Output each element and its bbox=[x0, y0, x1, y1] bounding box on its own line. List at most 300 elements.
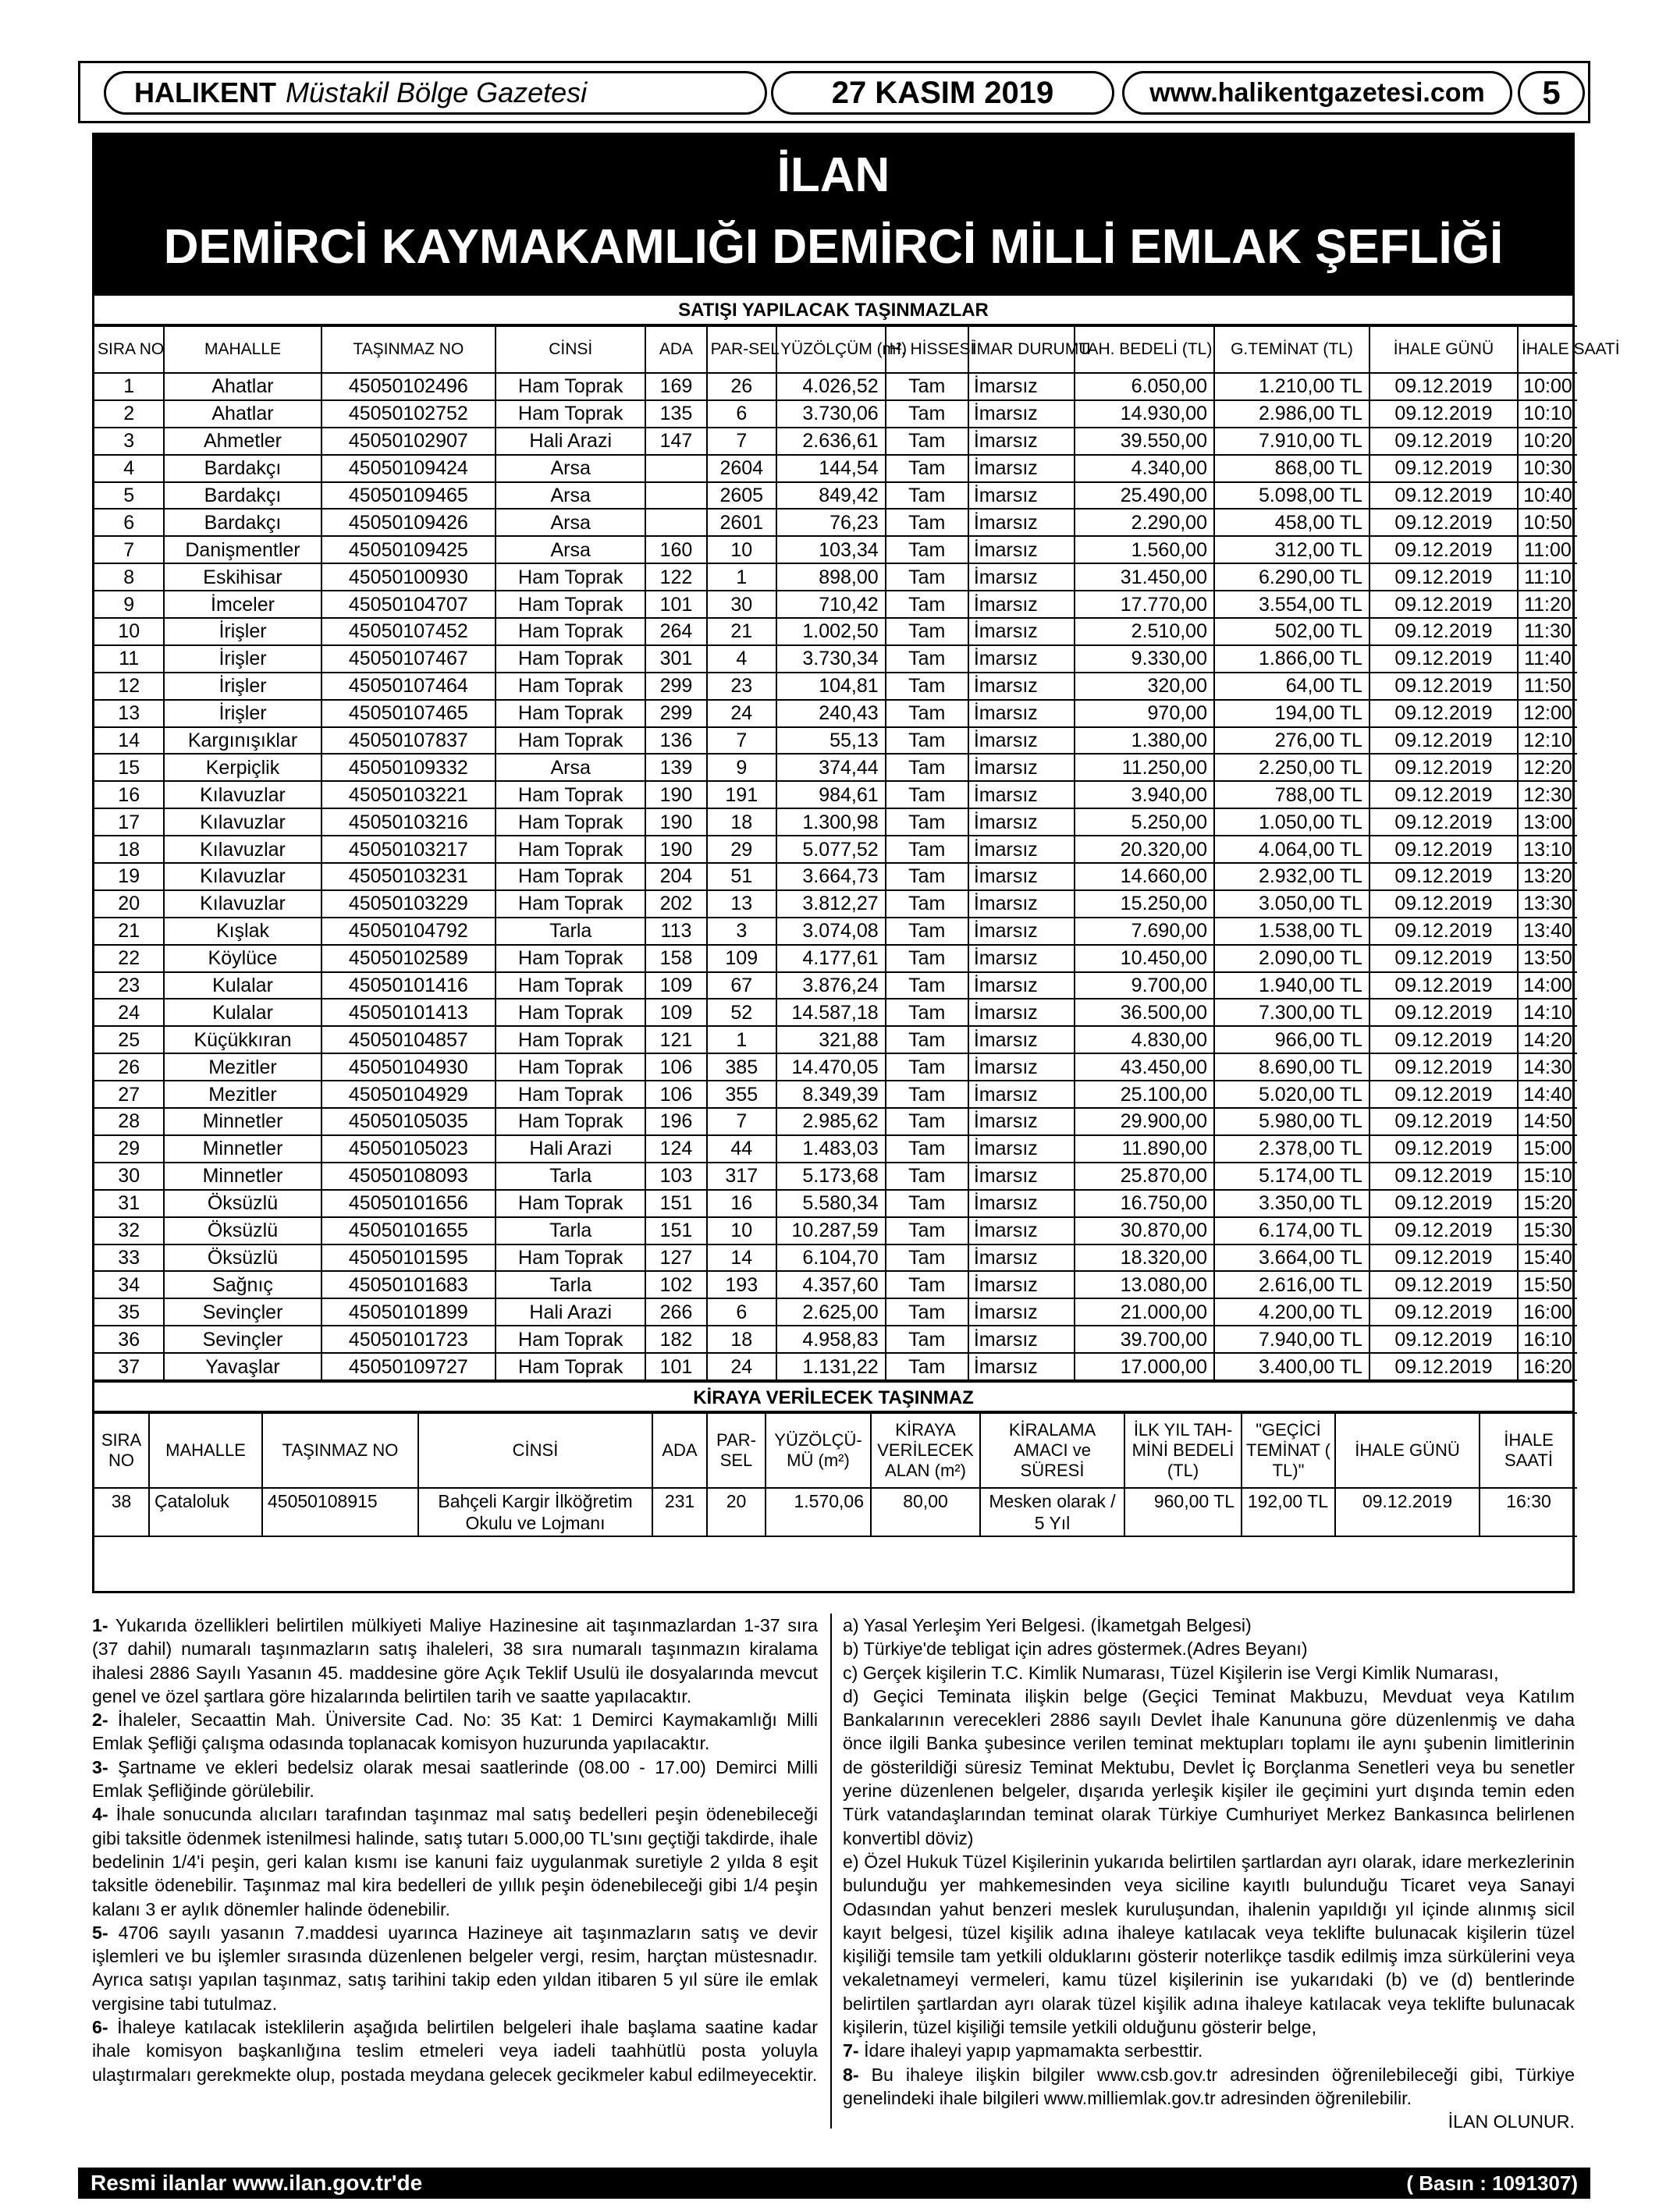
table-cell: İmarsız bbox=[968, 1053, 1075, 1081]
term-paragraph bbox=[843, 1685, 1575, 1850]
table-cell: 12:30 bbox=[1518, 781, 1577, 808]
table-row bbox=[94, 1135, 1577, 1163]
table-cell: 14.587,18 bbox=[776, 999, 886, 1026]
table-cell: 09.12.2019 bbox=[1369, 563, 1518, 591]
table-cell: İrişler bbox=[164, 673, 321, 700]
table-cell: 192,00 TL bbox=[1242, 1488, 1335, 1536]
table-cell: 45050109332 bbox=[321, 754, 496, 781]
term-paragraph bbox=[92, 1921, 818, 2015]
table-cell: 30 bbox=[94, 1163, 164, 1190]
table-cell: 09.12.2019 bbox=[1369, 863, 1518, 890]
table-cell: 3.812,27 bbox=[776, 890, 886, 918]
table-cell: 109 bbox=[645, 972, 706, 999]
table-cell: 45050109426 bbox=[321, 509, 496, 536]
table-cell: 13 bbox=[94, 700, 164, 727]
term-paragraph bbox=[92, 1614, 818, 1708]
table-cell: 8.349,39 bbox=[776, 1081, 886, 1108]
table-row bbox=[94, 1081, 1577, 1108]
table-cell: 5.098,00 TL bbox=[1214, 482, 1369, 510]
table-cell: 458,00 TL bbox=[1214, 509, 1369, 536]
table-cell: 45050103221 bbox=[321, 781, 496, 808]
table-cell: Arsa bbox=[496, 455, 645, 482]
table-cell: 20.320,00 bbox=[1075, 836, 1214, 863]
announcement-title-bar bbox=[94, 135, 1572, 296]
table-row bbox=[94, 673, 1577, 700]
table-cell: 385 bbox=[707, 1053, 776, 1081]
table-cell: 29.900,00 bbox=[1075, 1108, 1214, 1135]
table-cell bbox=[645, 482, 706, 510]
table-cell: 33 bbox=[94, 1244, 164, 1272]
table-cell: 26 bbox=[707, 373, 776, 400]
table-cell: 09.12.2019 bbox=[1369, 1190, 1518, 1217]
table-cell: 7 bbox=[707, 727, 776, 754]
table-cell: İmarsız bbox=[968, 781, 1075, 808]
table-cell: 502,00 TL bbox=[1214, 618, 1369, 645]
table-cell: 1.131,22 bbox=[776, 1353, 886, 1380]
table-cell: 3.940,00 bbox=[1075, 781, 1214, 808]
table-cell: Sevinçler bbox=[164, 1326, 321, 1353]
sale-table bbox=[94, 325, 1620, 1381]
table-cell: 1.210,00 TL bbox=[1214, 373, 1369, 400]
table-cell: 104,81 bbox=[776, 673, 886, 700]
footer-official-ads: Resmi ilanlar www.ilan.gov.tr'de bbox=[91, 2171, 423, 2195]
table-cell: 76,23 bbox=[776, 509, 886, 536]
table-cell: İmarsız bbox=[968, 563, 1075, 591]
table-cell: 10 bbox=[94, 618, 164, 645]
table-cell: Arsa bbox=[496, 509, 645, 536]
term-text: Şartname ve ekleri bedelsiz olarak mesai saatlerinde (08.00 - 17.00) Demirci Milli Emlak Şefliğinde görülebilir. bbox=[92, 1756, 818, 1802]
table-cell: 4.340,00 bbox=[1075, 455, 1214, 482]
table-cell: 231 bbox=[652, 1488, 707, 1536]
table-cell: İmarsız bbox=[968, 482, 1075, 510]
table-cell: Kılavuzlar bbox=[164, 808, 321, 836]
table-cell: 34 bbox=[94, 1271, 164, 1298]
table-cell: 45050109424 bbox=[321, 455, 496, 482]
table-cell: Tam bbox=[886, 618, 968, 645]
table-cell: 2.616,00 TL bbox=[1214, 1271, 1369, 1298]
table-cell: 11:00 bbox=[1518, 536, 1577, 563]
table-cell: 136 bbox=[645, 727, 706, 754]
table-cell: İmarsız bbox=[968, 536, 1075, 563]
table-cell: 3.730,06 bbox=[776, 400, 886, 428]
table-cell: Tam bbox=[886, 563, 968, 591]
table-cell: 2605 bbox=[707, 482, 776, 510]
table-cell: 113 bbox=[645, 918, 706, 945]
table-cell: 45050108093 bbox=[321, 1163, 496, 1190]
table-cell: Tam bbox=[886, 1026, 968, 1053]
page-number: 5 bbox=[1518, 71, 1585, 115]
table-cell: 11.250,00 bbox=[1075, 754, 1214, 781]
table-cell: 45050107452 bbox=[321, 618, 496, 645]
table-cell: 64,00 TL bbox=[1214, 673, 1369, 700]
table-cell: 299 bbox=[645, 673, 706, 700]
table-cell: 7 bbox=[94, 536, 164, 563]
table-row bbox=[94, 645, 1577, 673]
table-cell: 193 bbox=[707, 1271, 776, 1298]
table-cell: Tam bbox=[886, 591, 968, 618]
table-cell: İmarsız bbox=[968, 373, 1075, 400]
rent-column-header: MAHALLE bbox=[149, 1413, 262, 1488]
table-cell: İmarsız bbox=[968, 700, 1075, 727]
table-cell: 09.12.2019 bbox=[1369, 673, 1518, 700]
table-cell: 191 bbox=[707, 781, 776, 808]
table-cell: 5.173,68 bbox=[776, 1163, 886, 1190]
table-cell: 10:10 bbox=[1518, 400, 1577, 428]
rent-table-header bbox=[94, 1413, 1577, 1488]
rent-column-header: SIRA NO bbox=[94, 1413, 149, 1488]
table-cell: 6 bbox=[707, 1298, 776, 1326]
table-cell: 25 bbox=[94, 1026, 164, 1053]
table-cell: 45050105035 bbox=[321, 1108, 496, 1135]
term-paragraph bbox=[843, 1850, 1575, 2039]
table-row bbox=[94, 918, 1577, 945]
table-cell: 39.550,00 bbox=[1075, 428, 1214, 455]
table-cell: 3.050,00 TL bbox=[1214, 890, 1369, 918]
table-cell: Kılavuzlar bbox=[164, 836, 321, 863]
table-cell: 09.12.2019 bbox=[1369, 618, 1518, 645]
term-text: İhale sonucunda alıcıları tarafından taşınmaz mal satış bedelleri peşin ödenebileceği gibi taksitle ödenmek istenilmesi halinde, satış tutarı 5.000,00 TL'sını geçtiği takdirde, ihale bedelinin 1/4'i peşin, geri kalan kısmı ise kanuni faiz uygulanmak suretiyle 2 yılda 8 eşit taksitle ödenebilir. Taşınmaz mal kira bedelleri de yıllık peşin ödenebileceği gibi 1/4 peşin kalanı 3 er aylık dönemler halinde ödenebilir. bbox=[92, 1804, 819, 1919]
table-cell: 3.730,34 bbox=[776, 645, 886, 673]
table-cell: 139 bbox=[645, 754, 706, 781]
table-cell: 4 bbox=[707, 645, 776, 673]
table-cell: Tam bbox=[886, 400, 968, 428]
table-row bbox=[94, 509, 1577, 536]
table-cell: 147 bbox=[645, 428, 706, 455]
table-cell: Ham Toprak bbox=[496, 999, 645, 1026]
table-cell: 29 bbox=[94, 1135, 164, 1163]
table-cell: 1.002,50 bbox=[776, 618, 886, 645]
table-cell: 15.250,00 bbox=[1075, 890, 1214, 918]
table-cell: İmarsız bbox=[968, 754, 1075, 781]
table-cell: 1 bbox=[707, 1026, 776, 1053]
table-cell: 1.940,00 TL bbox=[1214, 972, 1369, 999]
term-paragraph bbox=[92, 1756, 818, 1803]
table-cell: 984,61 bbox=[776, 781, 886, 808]
table-cell: Ham Toprak bbox=[496, 618, 645, 645]
table-cell: İmarsız bbox=[968, 1135, 1075, 1163]
table-cell: 25.870,00 bbox=[1075, 1163, 1214, 1190]
table-cell: 3 bbox=[707, 918, 776, 945]
term-paragraph bbox=[843, 2039, 1575, 2062]
table-cell: 09.12.2019 bbox=[1369, 1053, 1518, 1081]
table-cell: Kılavuzlar bbox=[164, 781, 321, 808]
table-cell: 09.12.2019 bbox=[1369, 591, 1518, 618]
table-cell: 13:30 bbox=[1518, 890, 1577, 918]
table-cell: İmarsız bbox=[968, 400, 1075, 428]
table-cell: İmarsız bbox=[968, 1298, 1075, 1326]
sale-table-header bbox=[94, 326, 1577, 373]
table-cell: 103 bbox=[645, 1163, 706, 1190]
table-cell: 3.554,00 TL bbox=[1214, 591, 1369, 618]
table-cell: Kışlak bbox=[164, 918, 321, 945]
table-cell: 45050103217 bbox=[321, 836, 496, 863]
table-row bbox=[94, 1353, 1577, 1380]
table-cell: Tam bbox=[886, 509, 968, 536]
table-cell: Tam bbox=[886, 673, 968, 700]
table-cell: 21 bbox=[94, 918, 164, 945]
table-cell: 09.12.2019 bbox=[1369, 509, 1518, 536]
table-cell: 6.104,70 bbox=[776, 1244, 886, 1272]
table-cell: 09.12.2019 bbox=[1369, 400, 1518, 428]
table-cell: 276,00 TL bbox=[1214, 727, 1369, 754]
table-cell: 30 bbox=[707, 591, 776, 618]
table-cell: 2.090,00 TL bbox=[1214, 945, 1369, 972]
sale-column-header: TAH. BEDELİ (TL) bbox=[1075, 326, 1214, 373]
table-cell: 158 bbox=[645, 945, 706, 972]
table-cell: 44 bbox=[707, 1135, 776, 1163]
table-cell: 09.12.2019 bbox=[1369, 890, 1518, 918]
term-text: Bu ihaleye ilişkin bilgiler www.csb.gov.tr adresinden öğrenilebileceği gibi, Türkiye genelindeki ihale bilgileri www.milliemlak.gov.tr adresinden öğrenilebilir. bbox=[843, 2064, 1575, 2108]
table-cell: 45050101595 bbox=[321, 1244, 496, 1272]
table-cell: 109 bbox=[645, 999, 706, 1026]
table-cell: 30.870,00 bbox=[1075, 1217, 1214, 1244]
table-cell: 16 bbox=[707, 1190, 776, 1217]
table-cell: 13:20 bbox=[1518, 863, 1577, 890]
rent-column-header: KİRAYA VERİLECEK ALAN (m²) bbox=[871, 1413, 980, 1488]
table-cell: Ham Toprak bbox=[496, 400, 645, 428]
table-cell: 4.958,83 bbox=[776, 1326, 886, 1353]
table-cell: 24 bbox=[94, 999, 164, 1026]
table-cell: İmarsız bbox=[968, 945, 1075, 972]
term-text: d) Geçici Teminata ilişkin belge (Geçici Teminat Makbuzu, Mevduat veya Katılım Bankalarının verecekleri 2886 sayılı Devlet İhale Kanununa göre düzenlenmiş ve daha önce ilgili Banka şubesince verilen teminat mektupları toplamı ile aynı şubenin limitlerinin de gösterildiği süresiz Teminat Mektubu, Devlet İç Borçlanma Senetleri veya bu senetler yerine düzenlenen belgeler, dışarıda yerleşik kişiler ile geçimini yurt dışında temin eden Türk vatandaşlarından teminat olarak Türkiye Cumhuriyet Merkez Bankasınca belirlenen konvertibl döviz) bbox=[843, 1685, 1575, 1848]
rent-table bbox=[94, 1412, 1577, 1537]
table-cell: 5.077,52 bbox=[776, 836, 886, 863]
table-cell: 103,34 bbox=[776, 536, 886, 563]
table-cell: 17.000,00 bbox=[1075, 1353, 1214, 1380]
table-cell: 135 bbox=[645, 400, 706, 428]
terms-section bbox=[92, 1614, 1575, 2138]
table-cell: 45050103229 bbox=[321, 890, 496, 918]
table-cell: 1.380,00 bbox=[1075, 727, 1214, 754]
table-cell: 321,88 bbox=[776, 1026, 886, 1053]
sale-table-body bbox=[94, 373, 1577, 1380]
table-cell: 109 bbox=[707, 945, 776, 972]
table-cell: 27 bbox=[94, 1081, 164, 1108]
table-cell: Tarla bbox=[496, 1163, 645, 1190]
announcement-title: İLAN bbox=[776, 148, 890, 202]
paper-subtitle: Müstakil Bölge Gazetesi bbox=[286, 76, 588, 108]
table-cell: İmarsız bbox=[968, 890, 1075, 918]
term-paragraph bbox=[92, 1708, 818, 1756]
table-cell: 5.020,00 TL bbox=[1214, 1081, 1369, 1108]
table-cell: İmarsız bbox=[968, 1353, 1075, 1380]
table-cell: 45050101656 bbox=[321, 1190, 496, 1217]
table-cell: 204 bbox=[645, 863, 706, 890]
table-cell: 4.026,52 bbox=[776, 373, 886, 400]
table-cell: Minnetler bbox=[164, 1108, 321, 1135]
table-cell: 2.932,00 TL bbox=[1214, 863, 1369, 890]
table-cell: 09.12.2019 bbox=[1335, 1488, 1480, 1536]
table-cell: Tam bbox=[886, 455, 968, 482]
table-cell: Hali Arazi bbox=[496, 1135, 645, 1163]
table-cell: Minnetler bbox=[164, 1135, 321, 1163]
table-cell: 14:40 bbox=[1518, 1081, 1577, 1108]
table-cell: 45050104792 bbox=[321, 918, 496, 945]
sale-column-header: G.TEMİNAT (TL) bbox=[1214, 326, 1369, 373]
table-cell: 24 bbox=[707, 1353, 776, 1380]
table-cell: 160 bbox=[645, 536, 706, 563]
table-cell: 45050102496 bbox=[321, 373, 496, 400]
table-cell: 7.940,00 TL bbox=[1214, 1326, 1369, 1353]
table-cell: 2.986,00 TL bbox=[1214, 400, 1369, 428]
table-cell: İmarsız bbox=[968, 645, 1075, 673]
table-cell: 80,00 bbox=[871, 1488, 980, 1536]
table-cell: 4.177,61 bbox=[776, 945, 886, 972]
table-row bbox=[94, 700, 1577, 727]
term-paragraph bbox=[843, 1614, 1575, 1637]
table-cell: İmarsız bbox=[968, 999, 1075, 1026]
table-cell: 2.636,61 bbox=[776, 428, 886, 455]
table-cell: Ham Toprak bbox=[496, 1026, 645, 1053]
table-cell: 45050103216 bbox=[321, 808, 496, 836]
table-cell: 45050103231 bbox=[321, 863, 496, 890]
table-cell: 374,44 bbox=[776, 754, 886, 781]
table-cell: 7.690,00 bbox=[1075, 918, 1214, 945]
table-cell: 3.350,00 TL bbox=[1214, 1190, 1369, 1217]
table-cell: 10 bbox=[707, 536, 776, 563]
table-cell: 3.074,08 bbox=[776, 918, 886, 945]
table-cell: 14:20 bbox=[1518, 1026, 1577, 1053]
table-row bbox=[94, 999, 1577, 1026]
table-cell: İmarsız bbox=[968, 918, 1075, 945]
table-cell: Tam bbox=[886, 1163, 968, 1190]
table-cell: 09.12.2019 bbox=[1369, 1163, 1518, 1190]
table-cell: 52 bbox=[707, 999, 776, 1026]
term-number: 3- bbox=[92, 1756, 108, 1777]
table-cell: 36 bbox=[94, 1326, 164, 1353]
rent-column-header: TAŞINMAZ NO bbox=[262, 1413, 418, 1488]
table-cell: 4.064,00 TL bbox=[1214, 836, 1369, 863]
table-cell: 09.12.2019 bbox=[1369, 1217, 1518, 1244]
table-cell: İmarsız bbox=[968, 836, 1075, 863]
table-cell: 16:30 bbox=[1480, 1488, 1577, 1536]
table-cell: 5.174,00 TL bbox=[1214, 1163, 1369, 1190]
table-cell: Kulalar bbox=[164, 999, 321, 1026]
table-cell: 898,00 bbox=[776, 563, 886, 591]
table-cell: 190 bbox=[645, 781, 706, 808]
table-row bbox=[94, 1271, 1577, 1298]
table-cell: 31.450,00 bbox=[1075, 563, 1214, 591]
table-row bbox=[94, 1244, 1577, 1272]
table-cell: Tarla bbox=[496, 918, 645, 945]
table-cell: 35 bbox=[94, 1298, 164, 1326]
table-row bbox=[94, 1026, 1577, 1053]
table-cell: 16.750,00 bbox=[1075, 1190, 1214, 1217]
term-number: 7- bbox=[843, 2040, 859, 2061]
table-cell: 106 bbox=[645, 1053, 706, 1081]
table-cell: Bahçeli Kargir İlköğretim Okulu ve Lojmanı bbox=[418, 1488, 652, 1536]
table-cell: 20 bbox=[707, 1488, 766, 1536]
table-cell: 194,00 TL bbox=[1214, 700, 1369, 727]
table-cell: 15:00 bbox=[1518, 1135, 1577, 1163]
table-cell: İrişler bbox=[164, 700, 321, 727]
table-cell: 2.510,00 bbox=[1075, 618, 1214, 645]
table-row bbox=[94, 536, 1577, 563]
table-cell: Tam bbox=[886, 428, 968, 455]
table-cell: 10:40 bbox=[1518, 482, 1577, 510]
table-cell: 45050102589 bbox=[321, 945, 496, 972]
table-cell: 4.200,00 TL bbox=[1214, 1298, 1369, 1326]
table-cell: Danişmentler bbox=[164, 536, 321, 563]
paper-name: HALIKENT bbox=[134, 76, 276, 108]
table-cell: 6 bbox=[94, 509, 164, 536]
rent-column-header: PAR-SEL bbox=[707, 1413, 766, 1488]
rent-table-body bbox=[94, 1488, 1577, 1536]
table-cell: 6 bbox=[707, 400, 776, 428]
table-cell: 09.12.2019 bbox=[1369, 727, 1518, 754]
table-cell: Ham Toprak bbox=[496, 563, 645, 591]
table-cell: Tam bbox=[886, 1190, 968, 1217]
masthead bbox=[78, 61, 1590, 123]
table-cell: 5.580,34 bbox=[776, 1190, 886, 1217]
table-row bbox=[94, 836, 1577, 863]
table-cell: Mezitler bbox=[164, 1053, 321, 1081]
table-cell: 124 bbox=[645, 1135, 706, 1163]
table-cell: Ham Toprak bbox=[496, 1190, 645, 1217]
table-cell: 355 bbox=[707, 1081, 776, 1108]
table-cell: 6.050,00 bbox=[1075, 373, 1214, 400]
table-cell: Mesken olarak / 5 Yıl bbox=[980, 1488, 1124, 1536]
table-cell: 22 bbox=[94, 945, 164, 972]
table-cell: Tam bbox=[886, 727, 968, 754]
term-number: 1- bbox=[92, 1615, 108, 1635]
table-cell: 169 bbox=[645, 373, 706, 400]
table-cell: 8 bbox=[94, 563, 164, 591]
table-cell: Ham Toprak bbox=[496, 700, 645, 727]
table-cell: Ahatlar bbox=[164, 373, 321, 400]
table-cell: Tam bbox=[886, 645, 968, 673]
table-cell: 28 bbox=[94, 1108, 164, 1135]
table-cell: 10.287,59 bbox=[776, 1217, 886, 1244]
table-cell: Tam bbox=[886, 1271, 968, 1298]
table-cell: 09.12.2019 bbox=[1369, 808, 1518, 836]
sale-column-header: YÜZÖLÇÜM (m²) bbox=[776, 326, 886, 373]
sale-column-header: MAHALLE bbox=[164, 326, 321, 373]
term-number: 4- bbox=[92, 1804, 108, 1825]
table-cell: 12:00 bbox=[1518, 700, 1577, 727]
table-cell: İmarsız bbox=[968, 808, 1075, 836]
table-cell bbox=[645, 455, 706, 482]
table-cell: 24 bbox=[707, 700, 776, 727]
announcement-subtitle: DEMİRCİ KAYMAKAMLIĞI DEMİRCİ MİLLİ EMLAK ŞEFLİĞİ bbox=[163, 220, 1504, 274]
table-cell: 09.12.2019 bbox=[1369, 1353, 1518, 1380]
table-row bbox=[94, 863, 1577, 890]
table-cell: İmarsız bbox=[968, 618, 1075, 645]
table-cell: 09.12.2019 bbox=[1369, 754, 1518, 781]
table-cell: 6.174,00 TL bbox=[1214, 1217, 1369, 1244]
term-text: c) Gerçek kişilerin T.C. Kimlik Numarası, Tüzel Kişilerin ise Vergi Kimlik Numarası, bbox=[843, 1662, 1499, 1683]
table-cell: Ham Toprak bbox=[496, 645, 645, 673]
table-cell: 849,42 bbox=[776, 482, 886, 510]
table-cell: 11:30 bbox=[1518, 618, 1577, 645]
sale-column-header: İMAR DURUMU bbox=[968, 326, 1075, 373]
table-cell: İmarsız bbox=[968, 1163, 1075, 1190]
rent-section-title: KİRAYA VERİLECEK TAŞINMAZ bbox=[94, 1381, 1572, 1412]
table-cell: 09.12.2019 bbox=[1369, 455, 1518, 482]
table-cell: 09.12.2019 bbox=[1369, 482, 1518, 510]
table-cell: 38 bbox=[94, 1488, 149, 1536]
table-cell: 13:00 bbox=[1518, 808, 1577, 836]
table-row bbox=[94, 373, 1577, 400]
table-row bbox=[94, 1217, 1577, 1244]
table-cell: 127 bbox=[645, 1244, 706, 1272]
table-cell: Bardakçı bbox=[164, 482, 321, 510]
table-cell: 4.357,60 bbox=[776, 1271, 886, 1298]
table-cell: 09.12.2019 bbox=[1369, 1135, 1518, 1163]
table-cell: 31 bbox=[94, 1190, 164, 1217]
table-cell: Ham Toprak bbox=[496, 836, 645, 863]
table-row bbox=[94, 781, 1577, 808]
